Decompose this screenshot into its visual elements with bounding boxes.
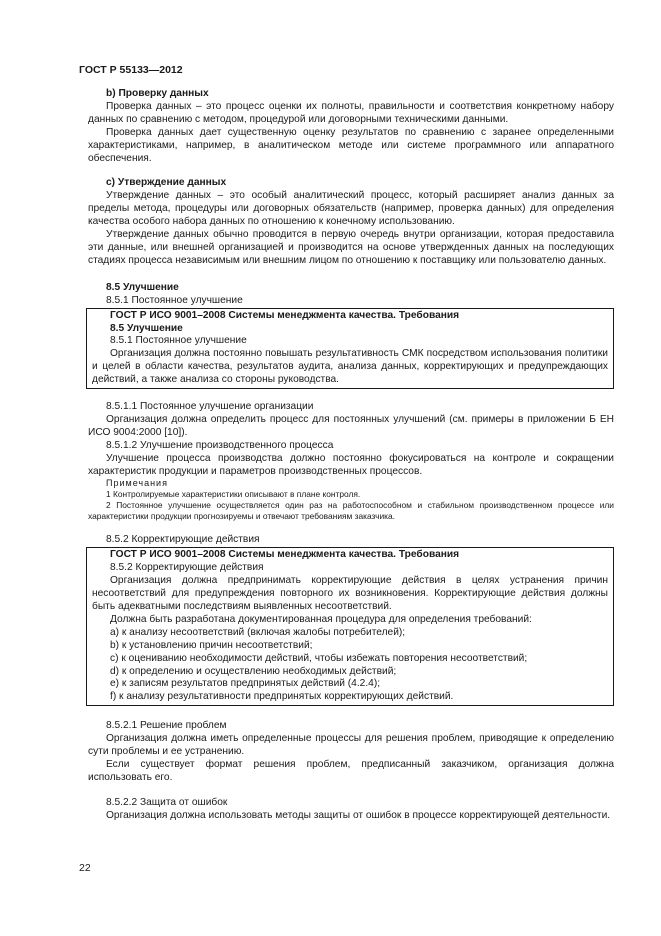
document-code: ГОСТ Р 55133—2012 bbox=[79, 64, 183, 76]
paragraph: Утверждение данных обычно проводится в первую очередь внутри организации, которая предоставила эти данные, или внешней организацией и производится на основе утвержденных данных на последующих стадиях процесса независимым или внешним лицом по отношению к поставщику или пользователю данных. bbox=[88, 229, 614, 266]
section-c-title: c) Утверждение данных bbox=[106, 177, 227, 189]
box-paragraph: Должна быть разработана документированная процедура для определения требований: bbox=[110, 613, 532, 625]
list-item: а) к анализу несоответствий (включая жалобы потребителей); bbox=[110, 626, 406, 638]
subsection-title: 8.5.2 Корректирующие действия bbox=[106, 534, 260, 546]
subsection-title: 8.5.1.1 Постоянное улучшение организации bbox=[106, 401, 314, 413]
box-section-title: 8.5 Улучшение bbox=[110, 322, 183, 334]
subsection-title: 8.5.1 Постоянное улучшение bbox=[106, 294, 243, 306]
page-number: 22 bbox=[79, 862, 91, 874]
standard-title: ГОСТ Р ИСО 9001–2008 Системы менеджмента качества. Требования bbox=[110, 309, 460, 321]
subsection-title: 8.5.1.2 Улучшение производственного процесса bbox=[106, 439, 334, 451]
page-content bbox=[88, 88, 614, 823]
standard-title: ГОСТ Р ИСО 9001–2008 Системы менеджмента качества. Требования bbox=[110, 549, 460, 561]
list-item: c) к оцениванию необходимости действий, чтобы избежать повторения несоответствий; bbox=[110, 652, 528, 664]
list-item: e) к записям результатов предпринятых действий (4.2.4); bbox=[110, 678, 381, 690]
notes-label: Примечания bbox=[106, 478, 168, 489]
box-subsection-title: 8.5.1 Постоянное улучшение bbox=[110, 335, 247, 347]
box-paragraph: Организация должна предпринимать корректирующие действия в целях устранения причин несоответствий для предупреждения повторного их возникновения. Корректирующие действия должны быть адекватными последствиям выявленных несоответствий. bbox=[92, 575, 608, 612]
list-item: f) к анализу результативности предпринятых корректирующих действий. bbox=[110, 691, 454, 703]
paragraph: Организация должна использовать методы защиты от ошибок в процессе корректирующей деятельности. bbox=[106, 809, 611, 821]
paragraph: Если существует формат решения проблем, предписанный заказчиком, организация должна использовать его. bbox=[88, 758, 614, 783]
standard-quote-box bbox=[86, 547, 614, 706]
paragraph: Проверка данных – это процесс оценки их полноты, правильности и соответствия конкретному набору данных по сравнению с методом, процедурой или договорными техническими данными. bbox=[88, 100, 614, 125]
box-paragraph: Организация должна постоянно повышать результативность СМК посредством использования политики и целей в области качества, результатов аудита, анализа данных, корректирующих и предупреждающих действий, а также анализа со стороны руководства. bbox=[92, 348, 608, 386]
note: 2 Постоянное улучшение осуществляется один раз на работоспособном и стабильном производственном процессе или характеристики продукции прогнозируемы и отвечают требованиям заказчика. bbox=[88, 500, 614, 522]
paragraph: Организация должна иметь определенные процессы для решения проблем, приводящие к определению сути проблемы и ее устранению. bbox=[88, 733, 614, 758]
list-item: b) к установлению причин несоответствий; bbox=[110, 639, 313, 651]
subsection-title: 8.5.2.2 Защита от ошибок bbox=[106, 796, 228, 808]
paragraph: Организация должна определить процесс для постоянных улучшений (см. примеры в приложении Б ЕН ИСО 9004:2000 [10]). bbox=[88, 413, 614, 438]
paragraph: Утверждение данных – это особый аналитический процесс, который расширяет анализ данных за пределы метода, процедуры или договорных обязательств (например, проверка данных) для определения качества особого набора данных по отношению к конечному использованию. bbox=[88, 190, 614, 228]
paragraph: Улучшение процесса производства должно постоянно фокусироваться на контроле и сокращении характеристик продукции и параметров производственных процессов. bbox=[88, 452, 614, 477]
standard-quote-box bbox=[86, 308, 614, 389]
note: 1 Контролируемые характеристики описывают в плане контроля. bbox=[106, 489, 361, 500]
list-item: d) к определению и осуществлению необходимых действий; bbox=[110, 665, 397, 677]
box-subsection-title: 8.5.2 Корректирующие действия bbox=[110, 562, 264, 574]
paragraph: Проверка данных дает существенную оценку результатов по сравнению с заранее определенными характеристиками, например, в аналитическом методе или системе программного или аппаратного обеспечения. bbox=[88, 126, 614, 164]
section-8-5-title: 8.5 Улучшение bbox=[106, 281, 179, 293]
section-b-title: b) Проверку данных bbox=[106, 88, 209, 99]
subsection-title: 8.5.2.1 Решение проблем bbox=[106, 720, 227, 732]
